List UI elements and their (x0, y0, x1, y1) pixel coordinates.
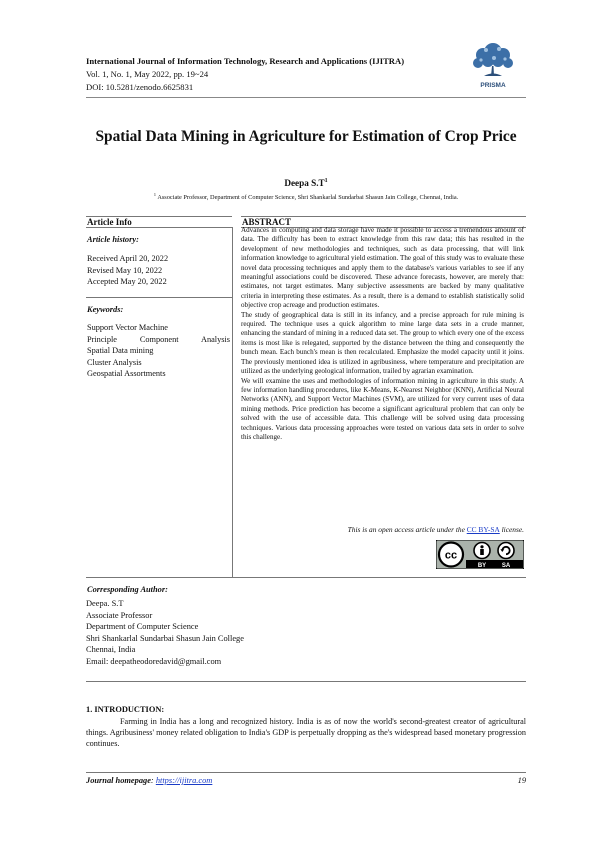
abstract-body (241, 226, 524, 442)
author (86, 178, 526, 188)
journal-name: International Journal of Information Technology, Research and Applications (IJITRA) (86, 56, 405, 66)
sa-label: SA (501, 562, 511, 569)
abstract-paragraph: Advances in computing and data storage have made it possible to access a tremendous amount of data. The difficulty has been to extract knowledge from this raw data; this has resulted in the development of new methodologies and techniques, such as data processing, that will link information knowledge to agricultural yield estimation. The goal of this study was to evaluate these novel data processing techniques and apply them to the database's various variables to see if any meaningful associations could be discovered. These advance forecasts, however, are merely that: estimates, not target estimates. Many subjective assessments are backed by many qualitative criteria in interpreting these estimates. As a result, there is a demand to establish statistically solid objective crop acreage and production estimates. (241, 226, 524, 310)
doi: DOI: 10.5281/zenodo.6625831 (86, 82, 194, 92)
footer-divider (86, 772, 526, 773)
keyword: Spatial Data mining (87, 346, 154, 355)
keyword: Geospatial Assortments (87, 369, 166, 378)
cc-by-sa-badge[interactable] (436, 540, 524, 569)
abstract-paragraph: We will examine the uses and methodologies of information mining in agriculture in this study. A few information handling procedures, like K-Means, K-Nearest Neighbor (KNN), Artificial Neural Networks (ANN), and Support Vector Machines (SVM), are utilized for very current uses of data mining methods. Price prediction has become a significant agricultural problem that can only be solved with the use of accessible data. This challenge will be solved using data processing techniques. Various data processing approaches were tested on various data sets in order to solve this challenge. (241, 376, 524, 441)
keywords-bottom-rule (86, 577, 232, 578)
abstract-paragraph: The study of geographical data is still in its infancy, and a precise approach for rule mining is required. The technique uses a quick algorithm to mine large data sets in a crude manner, enhancing the standard of mining in a reduced data set. The group to which every one of the excess items is most like is relegated, supported by the distance between the thing and consequently the bunch mean. Each bunch's mean is then recalculated. Emphasize the model capacity until it joins. The previously mentioned idea is utilized in agribusiness, where temperature and precipitation are utilized as the underlying geological information, trailed by agrarian examination. (241, 310, 524, 376)
abstract-heading: ABSTRACT (242, 217, 292, 227)
author-location: Chennai, India (86, 645, 136, 655)
cc-by-sa-link[interactable]: CC BY-SA (466, 525, 500, 534)
by-person-icon (480, 545, 483, 548)
keyword: Principle Component Analysis (87, 334, 230, 344)
revised-date: Revised May 10, 2022 (87, 265, 163, 275)
author-position: Associate Professor (86, 610, 153, 620)
article-info-heading: Article Info (87, 217, 132, 227)
corresponding-bottom-rule (86, 681, 526, 682)
homepage-separator: : (150, 776, 156, 785)
author-department: Department of Computer Science (86, 622, 199, 632)
article-history-label: Article history: (87, 235, 139, 244)
corresponding-author-details (86, 598, 244, 668)
homepage-link[interactable]: https://ijitra.com (155, 776, 213, 785)
keywords-list (87, 322, 230, 380)
column-divider (232, 227, 233, 577)
received-date: Received April 20, 2022 (87, 254, 169, 263)
article-history (87, 253, 168, 288)
abstract-bottom-rule (232, 577, 526, 578)
author-superscript: 1 (324, 178, 328, 184)
logo-text: PRISMA (480, 82, 506, 89)
paper-title: Spatial Data Mining in Agriculture for Estimation of Crop Price (95, 128, 517, 145)
keyword: Cluster Analysis (87, 357, 142, 367)
by-label: BY (477, 562, 487, 569)
section-heading: 1. INTRODUCTION: (86, 705, 165, 714)
open-access-suffix: license. (499, 525, 524, 534)
page-number: 19 (517, 776, 526, 785)
open-access-text: This is an open access article under the (347, 525, 467, 534)
prisma-logo (464, 38, 522, 92)
volume-info: Vol. 1, No. 1, May 2022, pp. 19~24 (86, 69, 209, 79)
keyword: Support Vector Machine (87, 323, 168, 332)
corresponding-author-label: Corresponding Author: (87, 585, 168, 594)
introduction-text: Farming in India has a long and recognized history. India is as of now the world's second-greatest creator of agricultural things. Agribusiness' money related obligation to India's GDP is perpetually dropping as the's widespread based monetary progression continues. (86, 717, 526, 749)
author-name: Deepa S.T (284, 178, 325, 189)
article-info-heading-rule (86, 227, 232, 228)
open-access-note (241, 525, 524, 534)
header-divider (86, 97, 526, 98)
history-divider (86, 297, 232, 298)
author-institution: Shri Shankarlal Sundarbai Shasun Jain College (86, 633, 244, 643)
accepted-date: Accepted May 20, 2022 (87, 277, 167, 286)
affiliation-superscript: 1 (153, 192, 157, 197)
cc-icon: cc (444, 549, 458, 562)
keywords-label: Keywords: (87, 305, 124, 314)
author-email: Email: deepatheodoredavid@gmail.com (86, 656, 222, 666)
homepage-label: Journal homepage (86, 776, 151, 785)
affiliation (86, 192, 526, 201)
author-name-line: Deepa. S.T (86, 599, 124, 608)
journal-homepage (86, 776, 212, 785)
affiliation-text: Associate Professor, Department of Computer Science, Shri Shankarlal Sundarbai Shasun Jain College, Chennai, India. (157, 194, 459, 202)
